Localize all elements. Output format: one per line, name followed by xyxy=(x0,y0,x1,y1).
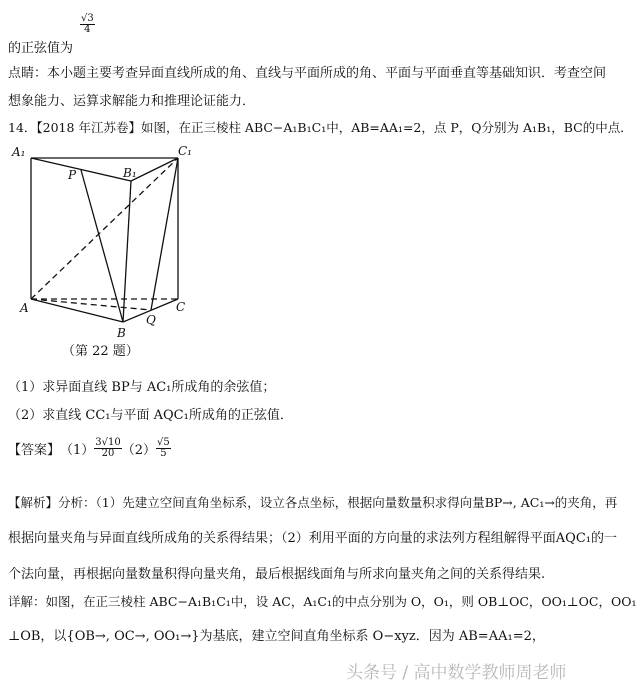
label-b: B xyxy=(117,326,126,340)
answer-2-fraction xyxy=(156,438,171,459)
label-b1: B₁ xyxy=(123,166,137,180)
label-p: P xyxy=(68,168,77,182)
answer-1-fraction xyxy=(94,438,121,459)
edge-a-b xyxy=(31,299,123,322)
analysis-line-2: 根据向量夹角与异面直线所成角的关系得结果；（2）利用平面的方向量的求法列方程组解得平面AQC₁的一 xyxy=(8,531,617,546)
answer-1-numerator: 3√10 xyxy=(95,437,121,448)
top-line-1: 的正弦值为 xyxy=(8,41,74,56)
answer-2-denominator: 5 xyxy=(160,448,167,459)
prism-figure xyxy=(10,142,200,342)
watermark: 头条号 / 高中数学教师周老师 xyxy=(346,663,567,683)
comment-line-1: 点睛：本小题主要考查异面直线所成的角、直线与平面所成的角、平面与平面垂直等基础知识．考查空间 xyxy=(8,66,607,81)
label-q: Q xyxy=(146,313,156,327)
question-2: （2）求直线 CC₁与平面 AQC₁所成角的正弦值． xyxy=(8,408,293,423)
answer-line xyxy=(8,438,171,459)
analysis-line-3: 个法向量，再根据向量数量积得向量夹角，最后根据线面角与所求向量夹角之间的关系得结果. xyxy=(8,567,546,582)
label-c: C xyxy=(176,300,186,314)
answer-label: 【答案】 xyxy=(8,443,61,458)
edge-b-b1 xyxy=(123,181,131,322)
comment-line-2: 想象能力、运算求解能力和推理论证能力． xyxy=(8,94,256,109)
analysis-line-1: 【解析】分析：（1）先建立空间直角坐标系，设立各点坐标，根据向量数量积求得向量BP→, AC₁→的夹角，再 xyxy=(8,495,618,510)
answer-2-numerator: √5 xyxy=(157,437,170,448)
question-1: （1）求异面直线 BP与 AC₁所成角的余弦值； xyxy=(8,380,276,395)
answer-part2-label: （2） xyxy=(121,443,157,458)
top-fraction xyxy=(80,14,95,35)
analysis-line-5: ⊥OB，以{OB→, OC→, OO₁→}为基底，建立空间直角坐标系 O−xyz．因为 AB=AA₁=2， xyxy=(8,629,545,644)
label-c1: C₁ xyxy=(178,144,192,158)
label-a: A xyxy=(20,301,29,315)
top-fraction-numerator: √3 xyxy=(81,13,94,24)
answer-part1-label: （1） xyxy=(60,443,95,458)
segment-aq-hidden xyxy=(31,299,151,310)
segment-ac1-hidden xyxy=(31,158,178,299)
edge-a1-b1 xyxy=(31,158,131,181)
problem-header: 14．【2018 年江苏卷】如图，在正三棱柱 ABC−A₁B₁C₁中，AB=AA₁=2，点 P，Q分别为 A₁B₁，BC的中点． xyxy=(8,120,633,135)
top-fraction-denominator: 4 xyxy=(84,24,91,35)
figure-caption: （第 22 题） xyxy=(62,344,139,359)
label-a1: A₁ xyxy=(12,145,26,159)
edge-b1-c1 xyxy=(131,158,178,181)
answer-1-denominator: 20 xyxy=(101,448,115,459)
analysis-line-4: 详解：如图，在正三棱柱 ABC−A₁B₁C₁中，设 AC，A₁C₁的中点分别为 O，O₁，则 OB⊥OC，OO₁⊥OC，OO₁ xyxy=(8,594,637,609)
